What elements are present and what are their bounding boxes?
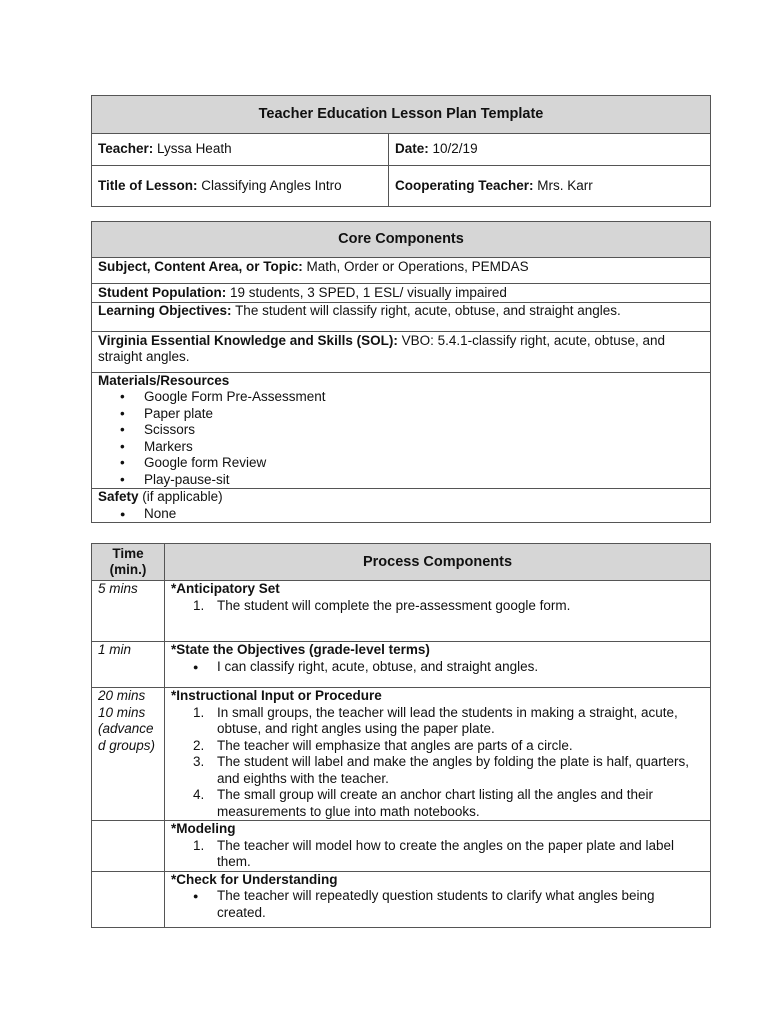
cooperating-teacher-label: Cooperating Teacher: (395, 177, 534, 193)
objectives-row (92, 302, 711, 331)
lesson-title-label: Title of Lesson: (98, 177, 198, 193)
list-item: • Scissors (120, 422, 704, 439)
lesson-title-value: Classifying Angles Intro (201, 177, 342, 193)
core-components-title: Core Components (92, 222, 711, 258)
cooperating-teacher-value: Mrs. Karr (537, 177, 593, 193)
date-value: 10/2/19 (432, 141, 478, 157)
safety-label: Safety (98, 489, 139, 504)
list-item: • Google Form Pre-Assessment (120, 389, 704, 406)
lesson-plan-title: Teacher Education Lesson Plan Template (92, 96, 711, 134)
list-item: • Play-pause-sit (120, 472, 704, 489)
cooperating-teacher-cell (389, 166, 711, 207)
list-item: ● I can classify right, acute, obtuse, and straight angles. (193, 659, 704, 676)
process-steps (171, 705, 704, 821)
process-heading: *State the Objectives (grade-level terms) (171, 642, 430, 657)
process-row (165, 688, 711, 821)
lesson-title-cell (92, 166, 389, 207)
process-components-table (91, 543, 711, 928)
lesson-header-table (91, 95, 711, 207)
process-heading: *Anticipatory Set (171, 581, 280, 596)
safety-list (98, 506, 704, 523)
time-cell: 1 min (92, 642, 165, 688)
list-item: • Google form Review (120, 455, 704, 472)
list-item: 3. The student will label and make the angles by folding the plate is half, quarters, and eighths with the teacher. (193, 754, 690, 786)
list-item: 1. The student will complete the pre-assessment google form. (193, 597, 571, 613)
safety-row (92, 489, 711, 523)
safety-note: (if applicable) (142, 489, 223, 504)
list-item: 4. The small group will create an anchor chart listing all the angles and their measurements to glue into math notebooks. (193, 787, 653, 819)
sol-label: Virginia Essential Knowledge and Skills (SOL): (98, 332, 398, 348)
teacher-value: Lyssa Heath (157, 141, 232, 157)
time-cell: 5 mins (92, 581, 165, 642)
teacher-label: Teacher: (98, 141, 154, 157)
materials-list (98, 389, 704, 488)
sol-row (92, 331, 711, 372)
objectives-label: Learning Objectives: (98, 302, 232, 318)
process-heading: *Check for Understanding (171, 871, 338, 887)
population-label: Student Population: (98, 285, 227, 300)
time-cell (92, 871, 165, 927)
time-cell: 20 mins 10 mins (advance d groups) (92, 688, 165, 821)
subject-row (92, 258, 711, 284)
process-row (165, 821, 711, 872)
materials-label: Materials/Resources (98, 372, 230, 388)
population-row (92, 284, 711, 303)
list-item: • Paper plate (120, 406, 704, 423)
objectives-value: The student will classify right, acute, obtuse, and straight angles. (235, 302, 621, 318)
list-item: • Markers (120, 439, 704, 456)
date-cell (389, 134, 711, 166)
materials-row (92, 372, 711, 489)
time-header: Time (min.) (92, 544, 165, 581)
process-row (165, 642, 711, 688)
process-heading: *Modeling (171, 821, 236, 836)
time-cell (92, 821, 165, 872)
list-item: ● None (120, 506, 704, 523)
process-heading: *Instructional Input or Procedure (171, 688, 382, 703)
population-value: 19 students, 3 SPED, 1 ESL/ visually impaired (230, 285, 507, 300)
process-steps (171, 888, 704, 921)
process-row (165, 581, 711, 642)
process-steps (171, 838, 704, 871)
list-item: 1. In small groups, the teacher will lead the students in making a straight, acute, obtuse, and right angles using the paper plate. (193, 704, 678, 736)
process-row (165, 871, 711, 927)
sol-value: VBO: 5.4.1-classify right, acute, obtuse, and straight angles. (98, 332, 665, 364)
teacher-cell (92, 134, 389, 166)
list-item: 2. The teacher will emphasize that angles are parts of a circle. (193, 737, 573, 753)
core-components-table (91, 221, 711, 523)
process-steps (171, 659, 704, 676)
subject-value: Math, Order or Operations, PEMDAS (306, 259, 529, 274)
process-components-title: Process Components (165, 544, 711, 581)
date-label: Date: (395, 141, 429, 157)
list-item: ● The teacher will repeatedly question students to clarify what angles being created. (193, 888, 704, 921)
subject-label: Subject, Content Area, or Topic: (98, 259, 303, 274)
process-steps (171, 598, 704, 615)
list-item: 1. The teacher will model how to create the angles on the paper plate and label them. (193, 837, 675, 869)
